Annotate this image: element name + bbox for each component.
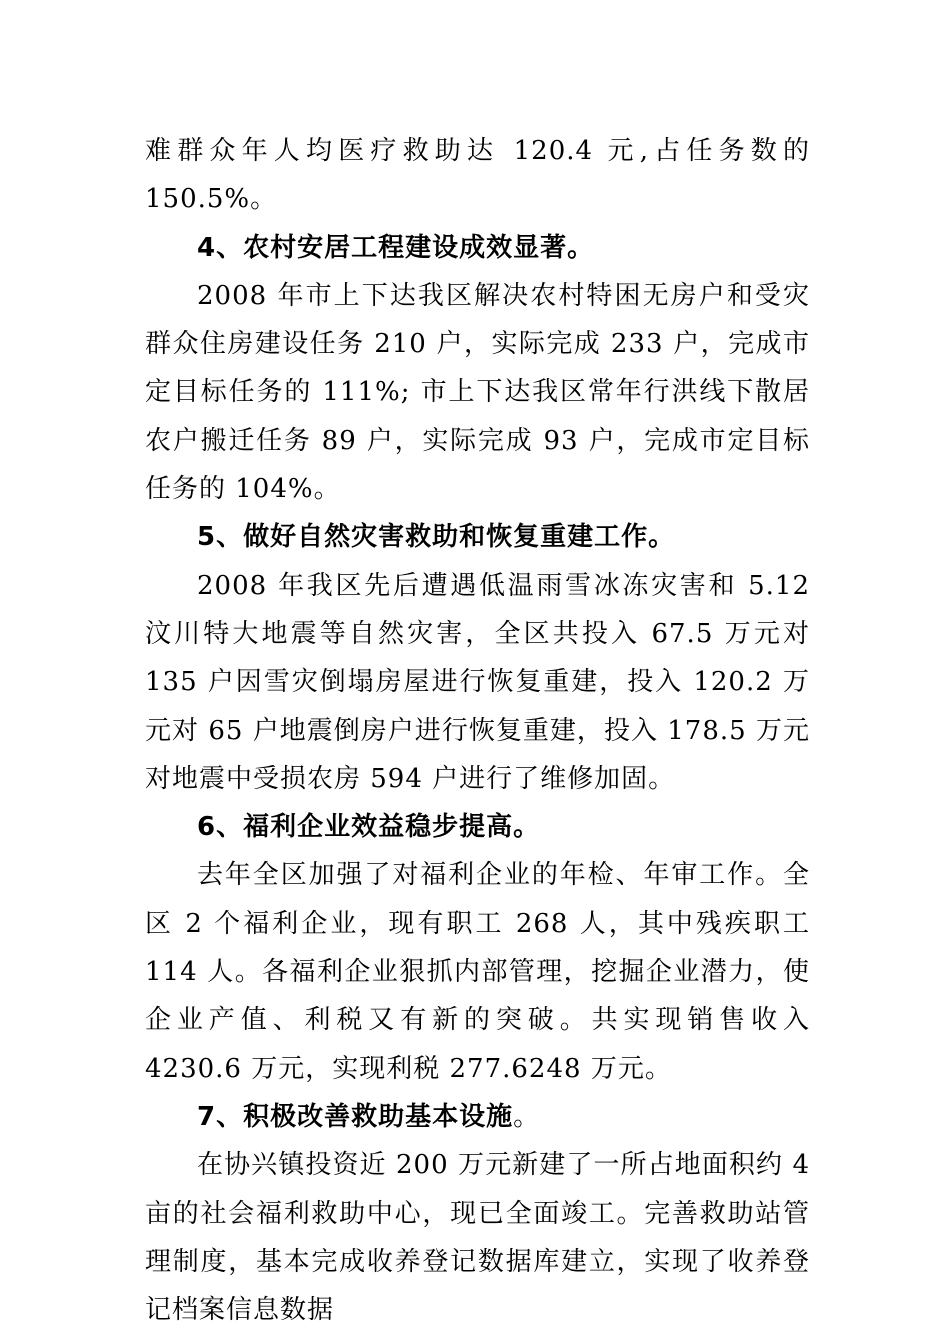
section-heading-5: 5、做好自然灾害救助和恢复重建工作。 bbox=[197, 522, 676, 553]
section-heading-6: 6、福利企业效益稳步提高。 bbox=[197, 812, 541, 843]
section-body-5: 2008 年我区先后遭遇低温雨雪冰冻灾害和 5.12 汶川特大地震等自然灾害，全区共投入 67.5 万元对 135 户因雪灾倒塌房屋进行恢复重建，投入 120.2 万元对 65 户地震倒房户进行恢复重建，投入 178.5 万元对地震中受损农房 594 户进行了维修加固。 bbox=[145, 570, 810, 794]
section-heading-4: 4、农村安居工程建设成效显著。 bbox=[197, 232, 595, 263]
section-body-6: 去年全区加强了对福利企业的年检、年审工作。全区 2 个福利企业，现有职工 268 人，其中残疾职工 114 人。各福利企业狠抓内部管理，挖掘企业潜力，使企业产值、利税又有新的突破。共实现销售收入 4230.6 万元，实现利税 277.6248 万元。 bbox=[145, 860, 810, 1084]
opening-line: 难群众年人均医疗救助达 120.4 元,占任务数的 150.5%。 bbox=[145, 136, 810, 215]
section-body-4: 2008 年市上下达我区解决农村特困无房户和受灾群众住房建设任务 210 户，实际完成 233 户，完成市定目标任务的 111%; 市上下达我区常年行洪线下散居农户搬迁任务 89 户，实际完成 93 户，完成市定目标任务的 104%。 bbox=[145, 280, 810, 505]
section-heading-7-text: 7、积极改善救助基本设施 bbox=[197, 1101, 514, 1132]
section-body-7: 在协兴镇投资近 200 万元新建了一所占地面积约 4 亩的社会福利救助中心，现已全面竣工。完善救助站管理制度，基本完成收养登记数据库建立，实现了收养登记档案信息数据 bbox=[145, 1150, 810, 1326]
section-heading-7 bbox=[145, 1093, 810, 1141]
section-heading-7-end: 。 bbox=[513, 1101, 541, 1132]
document-body bbox=[145, 127, 810, 1334]
